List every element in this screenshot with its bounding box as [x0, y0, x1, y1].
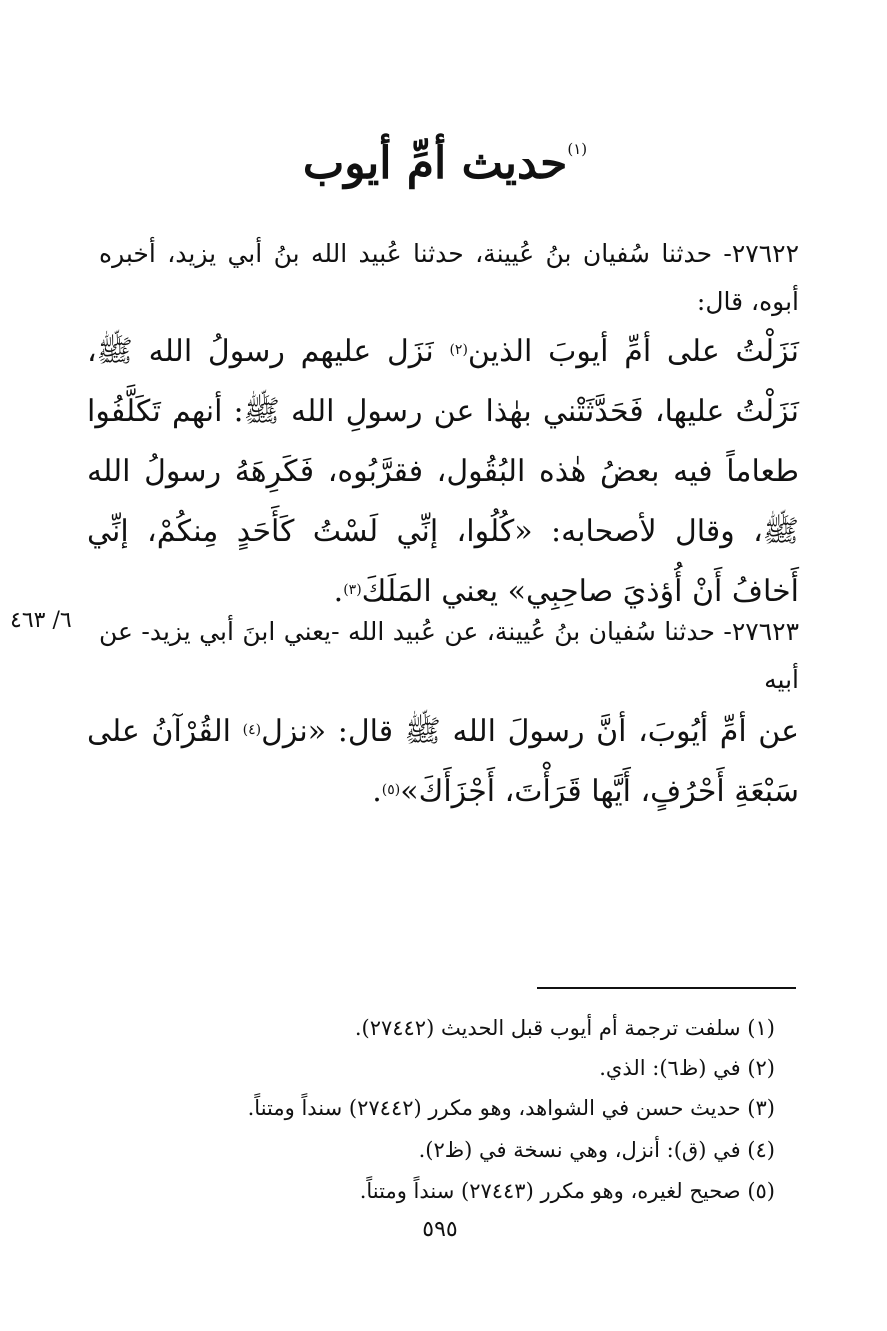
hadith-27622-isnad: ٢٧٦٢٢- حدثنا سُفيان بنُ عُيينة، حدثنا عُبيد الله بنُ أبي يزيد، أخبره أبوه، قال: [99, 239, 799, 316]
footnote-2: (٢) في (ظ٦): الذي. [599, 1056, 775, 1080]
matn-part: القُرْآنُ على سَبْعَةِ أَحْرُفٍ، أَيَّها قَرَأْتَ، أَجْزَأَكَ» [87, 714, 799, 809]
margin-volume-page-ref: ٦/ ٤٦٣ [10, 608, 72, 633]
matn-end: . [333, 574, 344, 609]
chapter-title [300, 138, 590, 189]
footnote-marker: (٥) [381, 782, 401, 798]
hadith-27623-isnad: ٢٧٦٢٣- حدثنا سُفيان بنُ عُيينة، عن عُبيد الله -يعني ابنَ أبي يزيد- عن أبيه [99, 617, 799, 694]
footnote-4: (٤) في (ق): أنزل، وهي نسخة في (ظ٢). [418, 1138, 775, 1162]
footnote-1: (١) سلفت ترجمة أم أيوب قبل الحديث (٢٧٤٤٢). [354, 1016, 775, 1040]
footnote-marker: (٣) [343, 582, 362, 598]
footnote-marker: (٢) [449, 342, 468, 358]
hadith-27622-matn [87, 322, 799, 622]
matn-part: عن أمِّ أيُوبَ، أنَّ رسولَ الله ﷺ قال: «نزل [261, 714, 799, 749]
hadith-27623-matn [87, 702, 799, 822]
matn-part: نَزَلْتُ على أمِّ أيوبَ الذين [467, 334, 799, 369]
page-number: ٥٩٥ [422, 1217, 458, 1242]
footnote-separator [537, 987, 796, 989]
footnote-5: (٥) صحيح لغيره، وهو مكرر (٢٧٤٤٣) سنداً ومتناً. [359, 1179, 775, 1203]
title-footnote-marker: (١) [567, 140, 588, 158]
chapter-title-text: حديث أمِّ أيوب [302, 138, 568, 189]
matn-part: نَزَل عليهم رسولُ الله ﷺ، نَزَلْتُ عليها، فَحَدَّثَتْني بهٰذا عن رسولِ الله ﷺ: أنهم تَكَلَّفُوا طعاماً فيه بعضُ هٰذه البُقُول، فقرَّبُوه، فَكَرِهَهُ رسولُ الله ﷺ، وقال لأصحابه: «كُلُوا، إنِّي لَسْتُ كَأَحَدٍ مِنكُمْ، إنِّي أَخافُ أَنْ أُؤذيَ صاحِبِي» يعني المَلَكَ [87, 334, 799, 609]
footnote-3: (٣) حديث حسن في الشواهد، وهو مكرر (٢٧٤٤٢) سنداً ومتناً. [247, 1096, 775, 1120]
footnote-marker: (٤) [242, 722, 262, 738]
matn-end: . [372, 774, 382, 809]
